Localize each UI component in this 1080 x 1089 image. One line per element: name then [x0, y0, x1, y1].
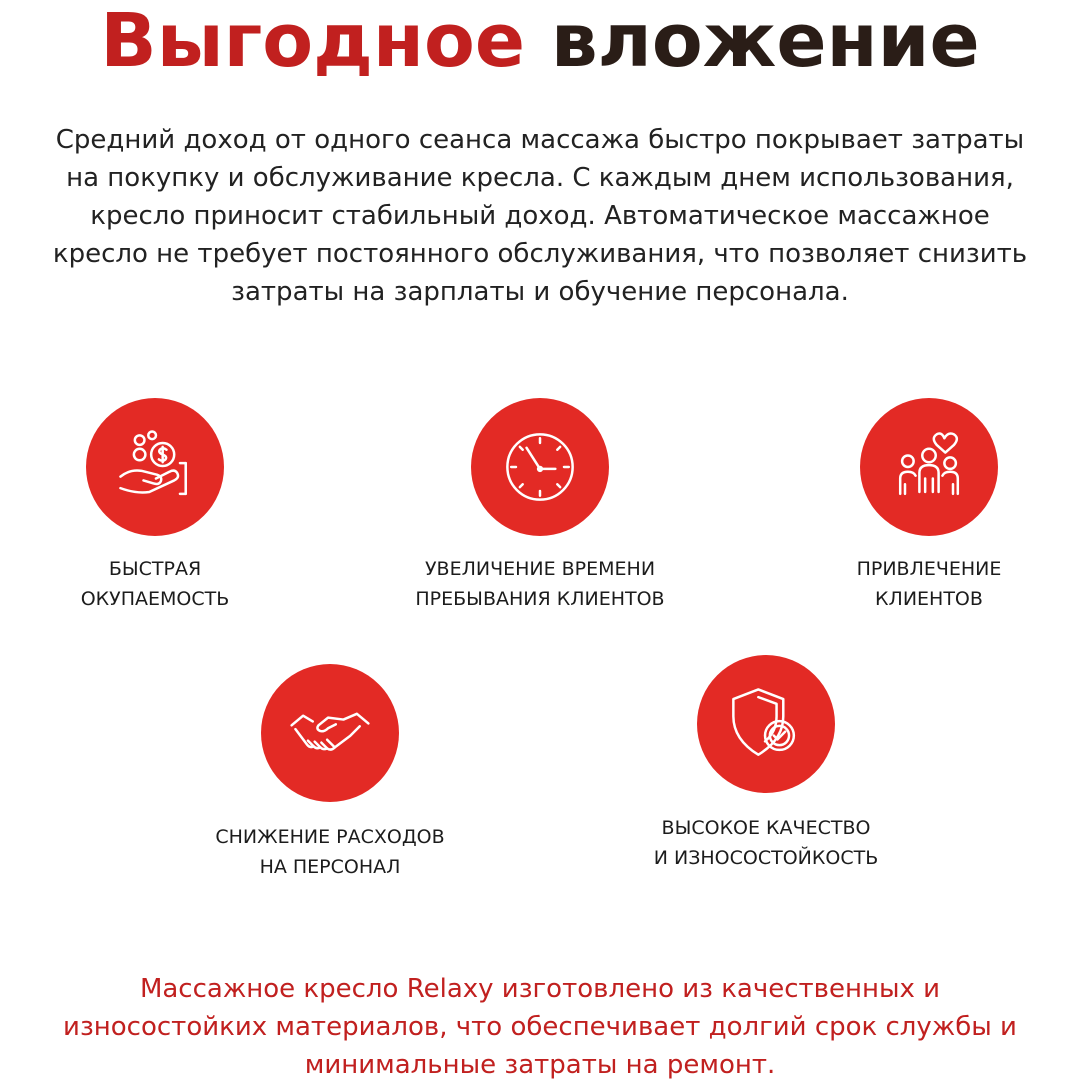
- outro-line: минимальные затраты на ремонт.: [304, 1050, 776, 1080]
- title-accent: Выгодное: [100, 0, 526, 84]
- feature-longer-stay: [360, 398, 720, 614]
- clock-icon: [492, 419, 588, 515]
- people-heart-icon: [881, 419, 977, 515]
- feature-label-line2: КЛИЕНТОВ: [875, 588, 983, 610]
- intro-line: затраты на зарплаты и обучение персонала.: [231, 277, 849, 307]
- feature-label-line1: СНИЖЕНИЕ РАСХОДОВ: [215, 826, 445, 848]
- intro-line: кресло не требует постоянного обслуживания, что позволяет снизить: [52, 239, 1028, 269]
- feature-circle: [86, 398, 224, 536]
- feature-circle: [697, 655, 835, 793]
- feature-quality: [586, 655, 946, 873]
- feature-label-line1: УВЕЛИЧЕНИЕ ВРЕМЕНИ: [424, 558, 656, 580]
- outro-line: износостойких материалов, что обеспечивает долгий срок службы и: [63, 1012, 1017, 1042]
- outro-line: Массажное кресло Relaxy изготовлено из качественных и: [139, 974, 941, 1004]
- handshake-icon: [282, 685, 378, 781]
- feature-label-line1: БЫСТРАЯ: [108, 558, 202, 580]
- feature-label-line2: НА ПЕРСОНАЛ: [259, 856, 401, 878]
- outro-paragraph: [0, 970, 1080, 1084]
- feature-label-line1: ПРИВЛЕЧЕНИЕ: [856, 558, 1002, 580]
- feature-staff-savings: [150, 664, 510, 882]
- intro-line: Средний доход от одного сеанса массажа быстро покрывает затраты: [55, 125, 1025, 155]
- feature-label-line1: ВЫСОКОЕ КАЧЕСТВО: [661, 817, 871, 839]
- shield-check-icon: [718, 676, 814, 772]
- intro-line: кресло приносит стабильный доход. Автоматическое массажное: [90, 201, 990, 231]
- feature-circle: [860, 398, 998, 536]
- money-hand-icon: [107, 419, 203, 515]
- title-main: вложение: [550, 0, 980, 84]
- page-title: [0, 0, 1080, 82]
- feature-label-line2: ОКУПАЕМОСТЬ: [80, 588, 230, 610]
- intro-paragraph: [0, 121, 1080, 311]
- feature-fast-payback: [0, 398, 335, 614]
- feature-label-line2: И ИЗНОСОСТОЙКОСТЬ: [653, 847, 879, 869]
- feature-circle: [471, 398, 609, 536]
- feature-attract-clients: [749, 398, 1080, 614]
- intro-line: на покупку и обслуживание кресла. С каждым днем использования,: [66, 163, 1014, 193]
- feature-circle: [261, 664, 399, 802]
- feature-label-line2: ПРЕБЫВАНИЯ КЛИЕНТОВ: [415, 588, 665, 610]
